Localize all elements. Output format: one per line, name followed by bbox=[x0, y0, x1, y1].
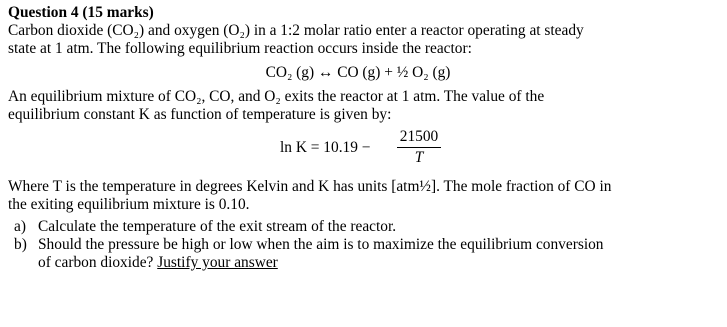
where-paragraph bbox=[8, 178, 708, 214]
equilibrium-constant-equation bbox=[8, 128, 708, 172]
where-line-1: Where T is the temperature in degrees Kelvin and K has units [atm½]. The mole fraction of CO in bbox=[8, 178, 612, 195]
equation-fraction bbox=[397, 128, 441, 167]
intro-line-2: state at 1 atm. The following equilibrium reaction occurs inside the reactor: bbox=[8, 40, 472, 57]
part-b-text-line-2: of carbon dioxide? bbox=[38, 254, 158, 271]
where-line-2: the exiting equilibrium mixture is 0.10. bbox=[8, 196, 250, 213]
justify-answer-text: Justify your answer bbox=[157, 254, 278, 271]
fraction-numerator: 21500 bbox=[397, 128, 441, 148]
question-parts-list bbox=[8, 218, 708, 272]
question-title: Question 4 (15 marks) bbox=[8, 4, 154, 21]
intro-paragraph bbox=[8, 22, 708, 58]
reaction-equation: CO₂ (g) ↔ CO (g) + ½ O₂ (g) bbox=[265, 64, 451, 81]
intro-line-1: Carbon dioxide (CO₂) and oxygen (O₂) in a 1:2 molar ratio enter a reactor operating at steady bbox=[8, 22, 584, 39]
question-part-a bbox=[8, 218, 708, 236]
part-b-marker: b) bbox=[14, 236, 27, 253]
part-a-marker: a) bbox=[14, 218, 26, 235]
fraction-denominator: T bbox=[414, 149, 424, 166]
part-a-text: Calculate the temperature of the exit stream of the reactor. bbox=[38, 218, 397, 235]
question-part-b bbox=[8, 236, 708, 272]
equation-lhs: ln K = 10.19 − bbox=[280, 139, 371, 156]
mixture-line-2: equilibrium constant K as function of temperature is given by: bbox=[8, 106, 392, 123]
part-b-text-line-1: Should the pressure be high or low when the aim is to maximize the equilibrium conversion bbox=[38, 236, 604, 253]
mixture-line-1: An equilibrium mixture of CO₂, CO, and O₂ exits the reactor at 1 atm. The value of the bbox=[8, 88, 545, 105]
question-document bbox=[8, 4, 708, 272]
mixture-paragraph bbox=[8, 88, 708, 124]
